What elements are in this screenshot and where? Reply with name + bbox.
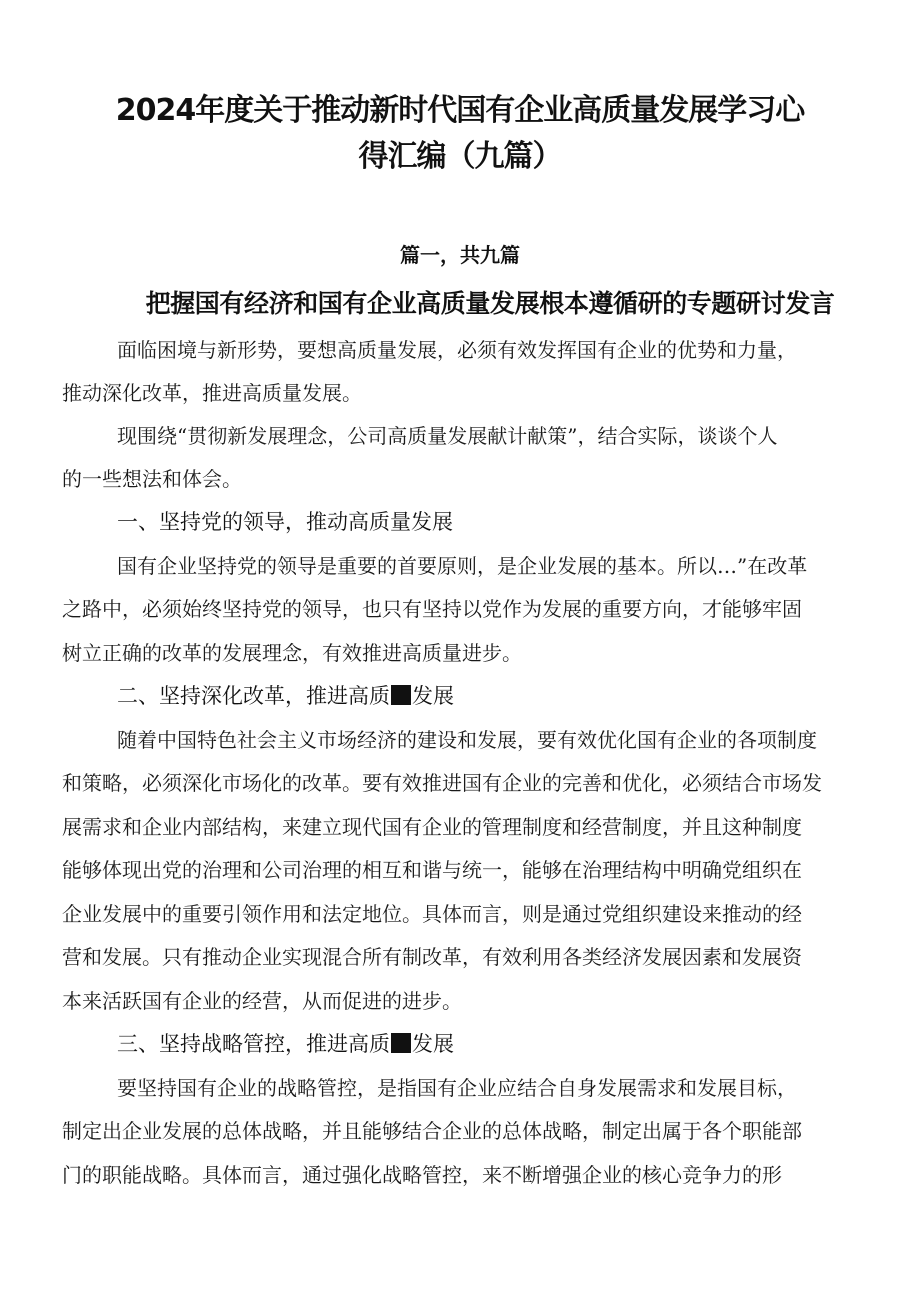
section-2-heading-text-after: 发展 bbox=[412, 684, 454, 708]
section-2-line-6: 营和发展。只有推动企业实现混合所有制改革，有效利用各类经济发展因素和发展资 bbox=[62, 945, 802, 969]
section-2-heading bbox=[117, 681, 454, 711]
document-title-line-2: 得汇编（九篇） bbox=[358, 139, 562, 174]
speech-title: 把握国有经济和国有企业高质量发展根本遵循研的专题研讨发言 bbox=[145, 289, 835, 318]
section-3-heading-text-after: 发展 bbox=[412, 1032, 454, 1056]
redaction-block bbox=[391, 1033, 411, 1053]
section-2-line-5: 企业发展中的重要引领作用和法定地位。具体而言，则是通过党组织建设来推动的经 bbox=[62, 902, 802, 926]
section-3-line-2: 制定出企业发展的总体战略，并且能够结合企业的总体战略，制定出属于各个职能部 bbox=[62, 1119, 802, 1143]
section-1-line-3: 树立正确的改革的发展理念，有效推进高质量进步。 bbox=[62, 641, 522, 665]
section-1-line-2: 之路中，必须始终坚持党的领导，也只有坚持以党作为发展的重要方向，才能够牢固 bbox=[62, 597, 802, 621]
section-2-line-1: 随着中国特色社会主义市场经济的建设和发展，要有效优化国有企业的各项制度 bbox=[117, 728, 817, 752]
section-2-line-4: 能够体现出党的治理和公司治理的相互和谐与统一，能够在治理结构中明确党组织在 bbox=[62, 858, 802, 882]
section-2-line-7: 本来活跃国有企业的经营，从而促进的进步。 bbox=[62, 989, 462, 1013]
section-1-heading: 一、坚持党的领导，推动高质量发展 bbox=[117, 510, 453, 534]
section-3-line-3: 门的职能战略。具体而言，通过强化战略管控，来不断增强企业的核心竞争力的形 bbox=[62, 1163, 782, 1187]
section-2-line-3: 展需求和企业内部结构，来建立现代国有企业的管理制度和经营制度，并且这种制度 bbox=[62, 815, 802, 839]
document-title-line-1: 2024年度关于推动新时代国有企业高质量发展学习心 bbox=[115, 93, 805, 128]
intro-paragraph-1-line-1: 面临困境与新形势，要想高质量发展，必须有效发挥国有企业的优势和力量， bbox=[117, 338, 797, 362]
section-3-line-1: 要坚持国有企业的战略管控，是指国有企业应结合自身发展需求和发展目标， bbox=[117, 1076, 797, 1100]
section-1-line-1: 国有企业坚持党的领导是重要的首要原则，是企业发展的基本。所以…”在改革 bbox=[117, 554, 808, 578]
redaction-block bbox=[391, 685, 411, 705]
section-2-heading-text-before: 二、坚持深化改革，推进高质 bbox=[117, 684, 390, 708]
section-3-heading-text-before: 三、坚持战略管控，推进高质 bbox=[117, 1032, 390, 1056]
section-2-line-2: 和策略，必须深化市场化的改革。要有效推进国有企业的完善和优化，必须结合市场发 bbox=[62, 771, 822, 795]
intro-paragraph-1-line-2: 推动深化改革，推进高质量发展。 bbox=[62, 381, 362, 405]
section-label: 篇一，共九篇 bbox=[400, 243, 520, 267]
intro-paragraph-2-line-2: 的一些想法和体会。 bbox=[62, 467, 242, 491]
section-3-heading bbox=[117, 1029, 454, 1059]
intro-paragraph-2-line-1: 现围绕“贯彻新发展理念，公司高质量发展献计献策”，结合实际，谈谈个人 bbox=[117, 424, 778, 448]
